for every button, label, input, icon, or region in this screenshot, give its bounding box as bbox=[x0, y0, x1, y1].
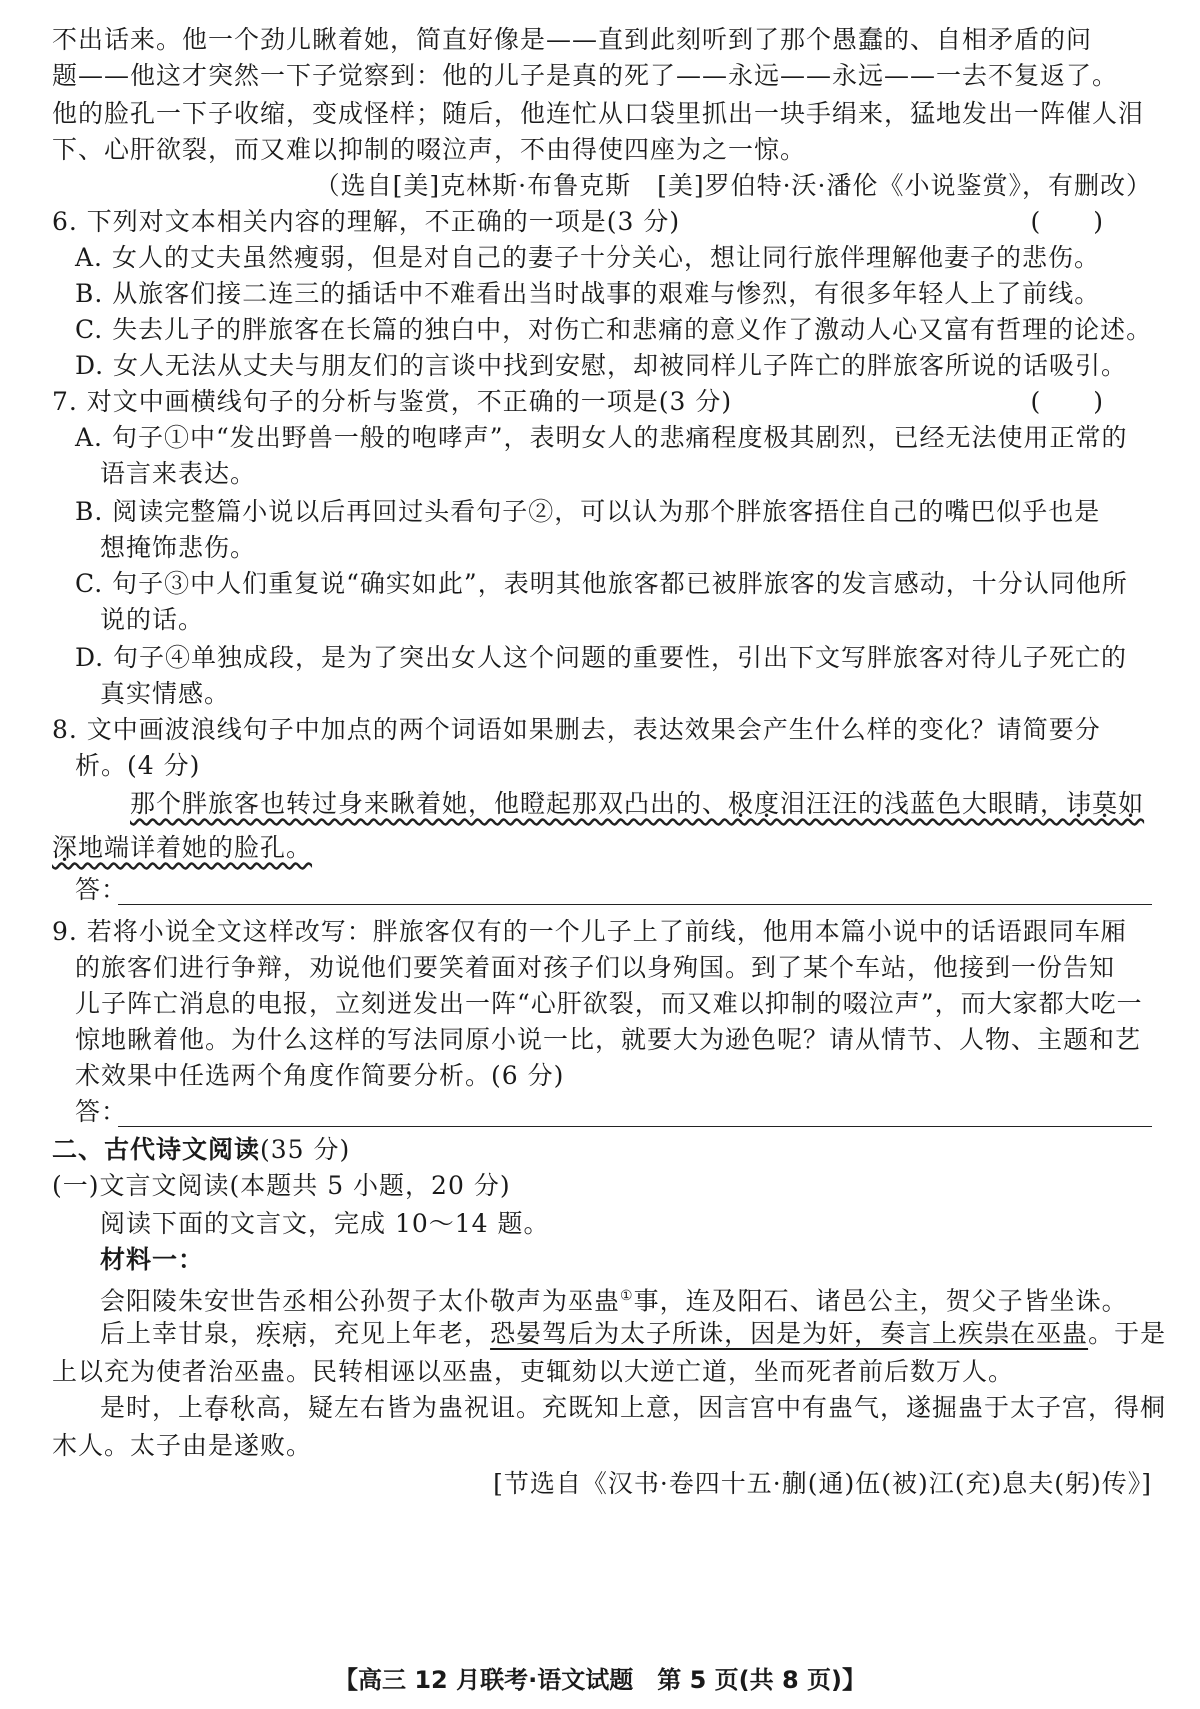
classical-text: 会阳陵朱安世告丞相公孙贺子太仆敬声为巫蛊 bbox=[100, 1286, 621, 1316]
answer-area[interactable] bbox=[75, 872, 1152, 908]
answer-bracket[interactable]: ( ) bbox=[1030, 387, 1104, 416]
question-9-line: 惊地瞅着他。为什么这样的写法同原小说一比，就要大为逊色呢？请从情节、人物、主题和艺 bbox=[75, 1025, 1142, 1054]
quote-text: 地端详着她的脸孔。 bbox=[78, 833, 313, 862]
question-7-text: 7. 对文中画横线句子的分析与鉴赏，不正确的一项是(3 分) bbox=[52, 387, 733, 416]
quote-text: 那个胖旅客也转过身来瞅着她，他瞪起那双凸出的、 bbox=[130, 789, 729, 818]
section-heading bbox=[52, 1132, 1152, 1168]
dotted-char: 莫 bbox=[1092, 789, 1119, 818]
question-7-stem bbox=[52, 384, 1152, 420]
question-6-text: 6. 下列对文本相关内容的理解，不正确的一项是(3 分) bbox=[52, 207, 681, 236]
classical-text: ，充见上年老， bbox=[308, 1319, 491, 1348]
question-6-stem bbox=[52, 204, 1152, 240]
question-9-line: 儿子阵亡消息的电报，立刻迸发出一阵“心肝欲裂，而又难以抑制的啜泣声”，而大家都大吃一 bbox=[75, 989, 1143, 1018]
passage-line: 不出话来。他一个劲儿瞅着她，简直好像是——直到此刻听到了那个愚蠢的、自相矛盾的问 bbox=[52, 25, 1093, 54]
classical-text-line: 木人。太子由是遂败。 bbox=[52, 1431, 313, 1460]
answer-line[interactable] bbox=[118, 1126, 1152, 1127]
quote-text: 泪汪汪的浅蓝色大眼睛， bbox=[780, 789, 1067, 818]
option-a: A. 句子①中“发出野兽一般的咆哮声”，表明女人的悲痛程度极其剧烈，已经无法使用正常的 bbox=[75, 423, 1128, 452]
option-b: B. 阅读完整篇小说以后再回过头看句子②，可以认为那个胖旅客捂住自己的嘴巴似乎也是 bbox=[75, 497, 1101, 526]
option-b-cont: 想掩饰悲伤。 bbox=[100, 533, 257, 562]
option-c: C. 句子③中人们重复说“确实如此”，表明其他旅客都已被胖旅客的发言感动，十分认同他所 bbox=[75, 569, 1128, 598]
answer-label: 答： bbox=[75, 875, 128, 904]
option-d: D. 句子④单独成段，是为了突出女人这个问题的重要性，引出下文写胖旅客对待儿子死亡的 bbox=[75, 643, 1128, 672]
underlined-sentence: 恐晏驾后为太子所诛，因是为奸，奏言上疾祟在巫蛊 bbox=[490, 1319, 1089, 1348]
option-d: D. 女人无法从丈夫与朋友们的言谈中找到安慰，却被同样儿子阵亡的胖旅客所说的话吸引。 bbox=[75, 351, 1128, 380]
classical-source: [节选自《汉书·卷四十五·蒯(通)伍(被)江(充)息夫(躬)传》] bbox=[493, 1469, 1152, 1498]
answer-area[interactable] bbox=[75, 1094, 1152, 1130]
classical-text-line bbox=[100, 1278, 1200, 1319]
classical-text: 高，疑左右皆为蛊祝诅。充既知上意，因言宫中有蛊气，遂掘蛊于太子宫，得桐 bbox=[256, 1393, 1167, 1422]
passage-source: （选自[美]克林斯·布鲁克斯 [美]罗伯特·沃·潘伦《小说鉴赏》，有删改） bbox=[314, 171, 1152, 200]
dotted-char: 深 bbox=[52, 833, 79, 862]
question-9-line: 术效果中任选两个角度作简要分析。(6 分) bbox=[75, 1061, 565, 1090]
option-a: A. 女人的丈夫虽然瘦弱，但是对自己的妻子十分关心，想让同行旅伴理解他妻子的悲伤。 bbox=[75, 243, 1100, 272]
dotted-char: 如 bbox=[1118, 789, 1145, 818]
material-label: 材料一： bbox=[100, 1245, 205, 1274]
dotted-char: 讳 bbox=[1066, 789, 1093, 818]
answer-line[interactable] bbox=[118, 904, 1152, 905]
dotted-char: 极 bbox=[728, 789, 755, 818]
classical-text: 是时，上 bbox=[100, 1393, 205, 1422]
dotted-char: 病 bbox=[282, 1319, 309, 1348]
question-8-stem-cont: 析。(4 分) bbox=[75, 751, 201, 780]
answer-label: 答： bbox=[75, 1097, 128, 1126]
passage-line: 下、心肝欲裂，而又难以抑制的啜泣声，不由得使四座为之一惊。 bbox=[52, 135, 807, 164]
passage-line: 题——他这才突然一下子觉察到：他的儿子是真的死了——永远——永远——一去不复返了。 bbox=[52, 61, 1119, 90]
quoted-sentence bbox=[130, 786, 1200, 822]
classical-text: 事，连及阳石、诸邑公主，贺父子皆坐诛。 bbox=[633, 1286, 1128, 1316]
question-9-line: 的旅客们进行争辩，劝说他们要笑着面对孩子们以身殉国。到了某个车站，他接到一份告知 bbox=[75, 953, 1116, 982]
section-title: 二、古代诗文阅读 bbox=[52, 1135, 261, 1164]
section-score: (35 分) bbox=[260, 1135, 351, 1164]
option-d-cont: 真实情感。 bbox=[100, 679, 231, 708]
quoted-sentence-cont bbox=[52, 830, 1152, 866]
option-a-cont: 语言来表达。 bbox=[100, 459, 257, 488]
option-c: C. 失去儿子的胖旅客在长篇的独白中，对伤亡和悲痛的意义作了激动人心又富有哲理的论述。 bbox=[75, 315, 1153, 344]
dotted-char: 春 bbox=[204, 1393, 231, 1422]
dotted-char: 疾 bbox=[256, 1319, 283, 1348]
passage-line: 他的脸孔一下子收缩，变成怪样；随后，他连忙从口袋里抓出一块手绢来，猛地发出一阵催人泪 bbox=[52, 99, 1145, 128]
question-8-stem: 8. 文中画波浪线句子中加点的两个词语如果删去，表达效果会产生什么样的变化？请简要分 bbox=[52, 715, 1101, 744]
classical-text: 。于是 bbox=[1088, 1319, 1167, 1348]
wavy-text bbox=[130, 789, 1144, 818]
classical-text: 后上幸甘泉， bbox=[100, 1319, 257, 1348]
classical-text-line bbox=[100, 1316, 1200, 1352]
wavy-text bbox=[52, 833, 312, 862]
classical-text-line bbox=[100, 1390, 1200, 1426]
instructions: 阅读下面的文言文，完成 10～14 题。 bbox=[100, 1209, 550, 1238]
dotted-char: 秋 bbox=[230, 1393, 257, 1422]
answer-bracket[interactable]: ( ) bbox=[1030, 207, 1104, 236]
page-footer: 【高三 12 月联考·语文试题 第 5 页(共 8 页)】 bbox=[334, 1666, 866, 1694]
footnote-marker: ① bbox=[620, 1288, 634, 1304]
question-9-line: 9. 若将小说全文这样改写：胖旅客仅有的一个儿子上了前线，他用本篇小说中的话语跟同车厢 bbox=[52, 917, 1127, 946]
dotted-char: 度 bbox=[754, 789, 781, 818]
option-b: B. 从旅客们接二连三的插话中不难看出当时战事的艰难与惨烈，有很多年轻人上了前线。 bbox=[75, 279, 1101, 308]
option-c-cont: 说的话。 bbox=[100, 605, 205, 634]
subsection-heading: (一)文言文阅读(本题共 5 小题，20 分) bbox=[52, 1171, 511, 1200]
classical-text-line: 上以充为使者治巫蛊。民转相诬以巫蛊，吏辄劾以大逆亡道，坐而死者前后数万人。 bbox=[52, 1357, 1015, 1386]
